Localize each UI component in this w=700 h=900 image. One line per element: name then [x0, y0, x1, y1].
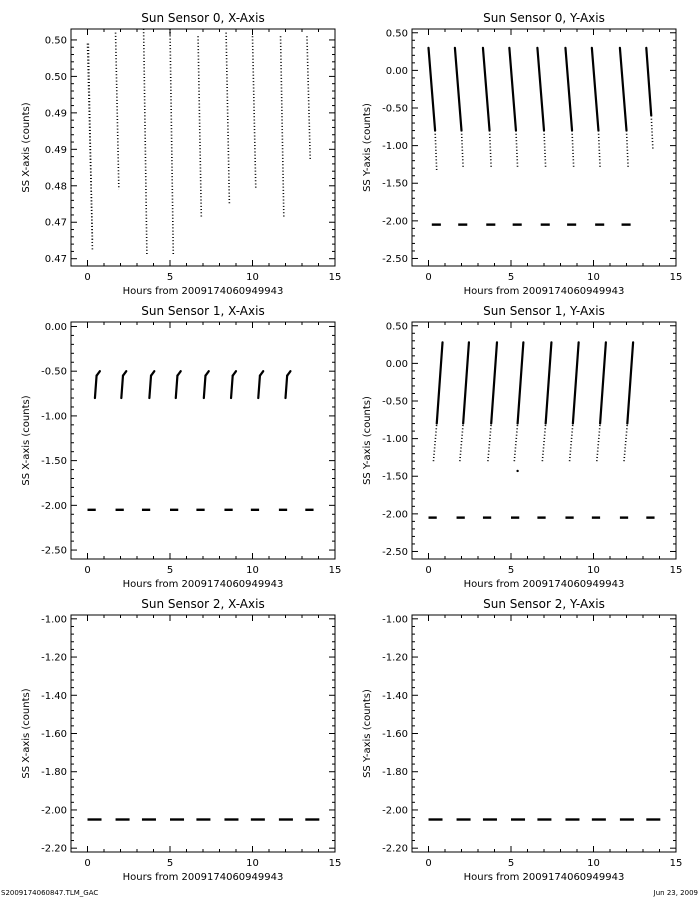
x-tick-label: 15 [669, 272, 683, 283]
y-tick-label: -0.50 [41, 366, 67, 378]
y-tick-label: 0.50 [44, 35, 67, 47]
data-point-trace [542, 424, 545, 462]
data-point-trace [597, 424, 600, 462]
y-tick-label: -2.00 [41, 805, 67, 817]
x-tick-label: 5 [166, 272, 174, 283]
data-point-trace [570, 424, 573, 462]
y-tick-label: -0.50 [382, 103, 408, 115]
data-point-trace [624, 424, 627, 462]
chart-title: Sun Sensor 1, X-Axis [141, 304, 265, 318]
data-trace [258, 376, 260, 398]
data-point [516, 470, 518, 472]
data-point-trace [488, 424, 491, 462]
data-trace [123, 371, 126, 375]
x-tick-label: 5 [166, 858, 174, 869]
y-tick-label: -1.80 [382, 767, 408, 779]
data-series [88, 29, 311, 255]
data-trace [260, 371, 263, 375]
data-point-trace [433, 424, 436, 462]
x-tick-label: 5 [166, 565, 174, 576]
data-trace [600, 342, 606, 423]
x-tick-label: 0 [84, 858, 91, 869]
data-trace [205, 371, 208, 375]
x-tick-label: 5 [507, 272, 515, 283]
y-tick-label: 0.50 [385, 321, 408, 333]
y-tick-label: -2.20 [382, 843, 408, 855]
plot-frame [71, 322, 335, 559]
data-point-trace [307, 36, 310, 160]
x-axis-label: Hours from 2009174060949943 [122, 579, 284, 590]
plot-frame [71, 29, 335, 266]
data-point-trace [144, 29, 147, 255]
y-tick-label: -1.50 [382, 178, 408, 190]
x-tick-label: 10 [246, 858, 259, 869]
data-trace [95, 376, 97, 398]
chart-title: Sun Sensor 2, Y-Axis [483, 597, 605, 611]
data-point-trace [490, 131, 492, 169]
data-series [88, 371, 314, 510]
x-tick-label: 0 [84, 565, 91, 576]
data-trace [429, 48, 436, 131]
y-axis-label: SS X-axis (counts) [21, 395, 32, 486]
data-trace [121, 376, 123, 398]
y-tick-label: -2.00 [382, 509, 408, 521]
y-tick-label: -0.50 [382, 396, 408, 408]
y-tick-label: -1.80 [41, 767, 67, 779]
y-axis-label: SS Y-axis (counts) [362, 396, 373, 485]
x-axis-label: Hours from 2009174060949943 [122, 286, 284, 297]
y-axis-label: SS Y-axis (counts) [362, 689, 373, 778]
y-tick-label: 0.49 [44, 108, 67, 120]
y-tick-label: 0.49 [44, 144, 67, 156]
y-tick-label: -1.00 [382, 434, 408, 446]
y-axis-label: SS X-axis (counts) [21, 102, 32, 193]
data-trace [518, 342, 524, 423]
y-tick-label: -1.50 [382, 471, 408, 483]
y-tick-label: -1.20 [41, 652, 67, 664]
data-point-trace [88, 44, 92, 252]
data-trace [97, 371, 100, 375]
data-series [429, 48, 653, 225]
chart-title: Sun Sensor 1, Y-Axis [483, 304, 605, 318]
y-tick-label: -1.60 [382, 729, 408, 740]
data-series [429, 342, 655, 517]
data-point-trace [116, 33, 119, 190]
data-point-trace [598, 131, 600, 169]
data-trace [573, 342, 579, 423]
chart-panel-1 [21, 11, 341, 297]
data-trace [287, 371, 290, 375]
data-trace [509, 48, 516, 131]
data-point-trace [544, 131, 546, 169]
y-tick-label: 0.00 [44, 321, 67, 333]
x-axis-label: Hours from 2009174060949943 [463, 872, 625, 883]
data-trace [483, 48, 490, 131]
y-tick-label: 0.50 [44, 71, 67, 83]
y-tick-label: -1.00 [41, 411, 67, 423]
y-tick-label: 0.50 [385, 28, 408, 40]
x-tick-label: 15 [328, 565, 342, 576]
data-trace [537, 48, 544, 131]
x-axis-label: Hours from 2009174060949943 [463, 286, 625, 297]
x-tick-label: 15 [328, 858, 342, 869]
x-tick-label: 5 [507, 858, 515, 869]
x-tick-label: 0 [425, 565, 432, 576]
y-tick-label: 0.47 [44, 254, 67, 266]
chart-panel-6 [362, 597, 682, 883]
chart-title: Sun Sensor 0, X-Axis [141, 11, 265, 25]
y-tick-label: -1.00 [41, 614, 67, 626]
data-point-trace [651, 116, 653, 150]
data-trace [176, 376, 178, 398]
data-trace [546, 342, 552, 423]
x-tick-label: 0 [425, 272, 432, 283]
data-point-trace [435, 131, 437, 172]
data-point-trace [627, 131, 629, 169]
chart-panel-4 [362, 304, 682, 590]
source-filename: S2009174060847.TLM_GAC [1, 889, 99, 897]
data-point-trace [460, 424, 463, 462]
y-tick-label: -1.50 [41, 456, 67, 468]
data-point-trace [253, 36, 256, 189]
chart-title: Sun Sensor 2, X-Axis [141, 597, 265, 611]
data-point-trace [198, 36, 201, 218]
y-tick-label: -2.50 [382, 546, 408, 558]
data-trace [491, 342, 497, 423]
y-tick-label: 0.48 [44, 181, 67, 193]
data-trace [204, 376, 206, 398]
x-tick-label: 15 [669, 858, 683, 869]
x-tick-label: 15 [328, 272, 342, 283]
y-tick-label: -1.00 [382, 614, 408, 626]
plot-frame [71, 615, 335, 852]
y-tick-label: -2.50 [41, 545, 67, 557]
data-trace [565, 48, 572, 131]
y-axis-label: SS X-axis (counts) [21, 688, 32, 779]
y-tick-label: -1.40 [382, 690, 408, 702]
chart-panel-5 [21, 597, 341, 883]
x-tick-label: 10 [587, 565, 600, 576]
y-tick-label: -1.00 [382, 141, 408, 153]
chart-title: Sun Sensor 0, Y-Axis [483, 11, 605, 25]
data-trace [627, 342, 633, 423]
x-tick-label: 0 [84, 272, 91, 283]
plot-date: Jun 23, 2009 [653, 889, 698, 897]
y-tick-label: -1.60 [41, 729, 67, 740]
x-tick-label: 15 [669, 565, 683, 576]
data-point-trace [514, 424, 517, 462]
y-tick-label: -2.00 [382, 216, 408, 228]
y-tick-label: 0.00 [385, 65, 408, 77]
data-trace [592, 48, 599, 131]
data-trace [149, 376, 151, 398]
y-tick-label: -2.00 [41, 500, 67, 512]
data-trace [177, 371, 180, 375]
x-tick-label: 10 [587, 858, 600, 869]
x-tick-label: 5 [507, 565, 515, 576]
x-axis-label: Hours from 2009174060949943 [463, 579, 625, 590]
data-trace [455, 48, 462, 131]
y-axis-label: SS Y-axis (counts) [362, 103, 373, 192]
data-trace [151, 371, 154, 375]
x-axis-label: Hours from 2009174060949943 [122, 872, 284, 883]
y-tick-label: 0.47 [44, 217, 67, 229]
chart-panel-3 [21, 304, 341, 590]
y-tick-label: -1.20 [382, 652, 408, 664]
data-trace [231, 376, 233, 398]
data-point-trace [281, 36, 284, 218]
plot-frame [412, 322, 676, 559]
data-trace [233, 371, 236, 375]
data-point-trace [572, 131, 574, 169]
data-point-trace [516, 131, 518, 169]
chart-panel-2 [362, 11, 682, 297]
data-trace [286, 376, 288, 398]
x-tick-label: 10 [587, 272, 600, 283]
data-trace [437, 342, 443, 423]
y-tick-label: -2.50 [382, 253, 408, 265]
y-tick-label: -2.00 [382, 805, 408, 817]
data-trace [646, 48, 651, 116]
y-tick-label: -1.40 [41, 690, 67, 702]
y-tick-label: 0.00 [385, 358, 408, 370]
x-tick-label: 0 [425, 858, 432, 869]
data-trace [620, 48, 627, 131]
plot-frame [412, 615, 676, 852]
y-tick-label: -2.20 [41, 843, 67, 855]
data-point-trace [226, 33, 229, 204]
data-point-trace [170, 29, 173, 255]
data-trace [463, 342, 469, 423]
data-point-trace [462, 131, 464, 169]
x-tick-label: 10 [246, 272, 259, 283]
x-tick-label: 10 [246, 565, 259, 576]
